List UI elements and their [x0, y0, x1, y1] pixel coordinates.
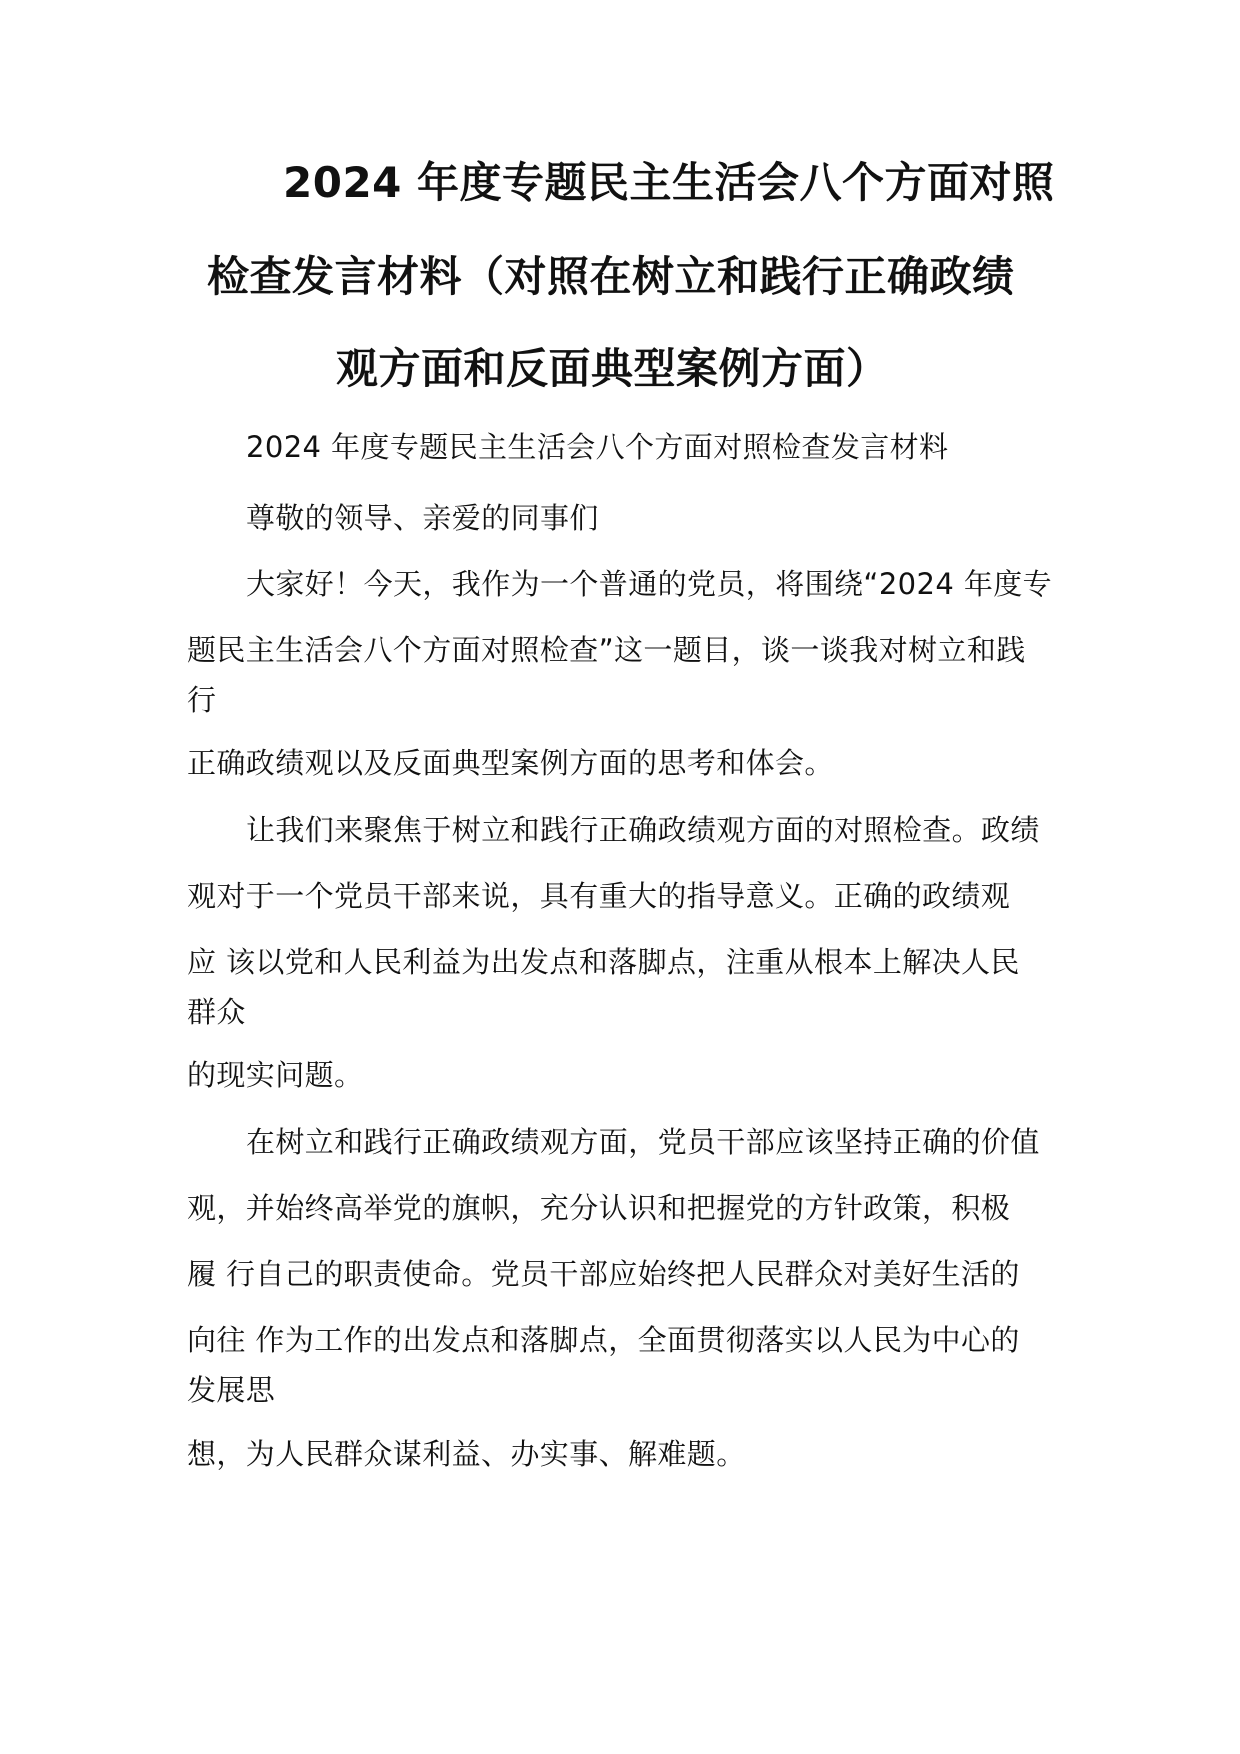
paragraph-1-line-4: 正确政绩观以及反面典型案例方面的思考和体会。	[187, 746, 834, 780]
paragraph-1-line-2: 题民主生活会八个方面对照检查”这一题目，谈一谈我对树立和践	[187, 633, 1026, 667]
paragraph-2-line-5: 的现实问题。	[187, 1058, 364, 1092]
salutation: 尊敬的领导、亲爱的同事们	[246, 501, 599, 535]
paragraph-3-line-3: 履 行自己的职责使命。党员干部应始终把人民群众对美好生活的	[187, 1257, 1020, 1291]
paragraph-3-line-2: 观，并始终高举党的旗帜，充分认识和把握党的方针政策，积极	[187, 1191, 1011, 1225]
paragraph-2-line-1: 让我们来聚焦于树立和践行正确政绩观方面的对照检查。政绩	[246, 813, 1040, 847]
paragraph-3-line-5: 发展思	[187, 1373, 276, 1407]
paragraph-3-line-1: 在树立和践行正确政绩观方面，党员干部应该坚持正确的价值	[246, 1125, 1040, 1159]
paragraph-1-line-3: 行	[187, 683, 217, 717]
paragraph-2-line-4: 群众	[187, 995, 246, 1029]
subtitle: 2024 年度专题民主生活会八个方面对照检查发言材料	[246, 430, 949, 464]
title-line-1: 2024 年度专题民主生活会八个方面对照	[283, 158, 1055, 207]
paragraph-1-line-1: 大家好！今天，我作为一个普通的党员，将围绕“2024 年度专	[246, 567, 1053, 601]
title-line-2: 检查发言材料（对照在树立和践行正确政绩	[207, 252, 1015, 301]
paragraph-3-line-4: 向往 作为工作的出发点和落脚点，全面贯彻落实以人民为中心的	[187, 1323, 1020, 1357]
paragraph-2-line-3: 应 该以党和人民利益为出发点和落脚点，注重从根本上解决人民	[187, 945, 1020, 979]
paragraph-3-line-6: 想，为人民群众谋利益、办实事、解难题。	[187, 1437, 746, 1471]
title-line-3: 观方面和反面典型案例方面）	[336, 344, 889, 393]
paragraph-2-line-2: 观对于一个党员干部来说，具有重大的指导意义。正确的政绩观	[187, 879, 1011, 913]
